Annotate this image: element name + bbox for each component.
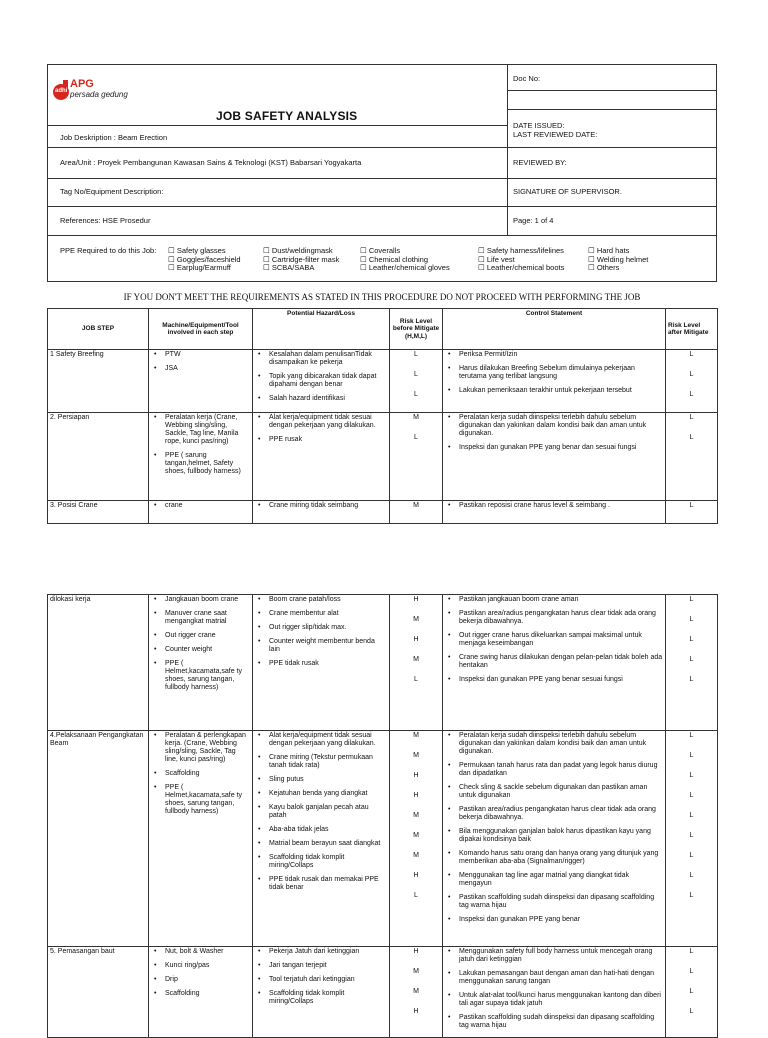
hazard-item: • Boom crane patah/loss — [255, 596, 387, 604]
risk-value: L — [689, 772, 694, 779]
equipment-item: • crane — [151, 502, 250, 510]
doc-no: Doc No: — [513, 74, 541, 83]
risk-value: L — [689, 872, 694, 879]
hazard-item: • Sling putus — [255, 776, 387, 784]
control-cell — [443, 413, 666, 501]
risk-value: L — [689, 792, 694, 799]
equipment-item: • Counter weight — [151, 646, 250, 654]
ppe-option-label: Leather/chemical gloves — [368, 263, 450, 272]
ppe-option-label: SCBA/SABA — [271, 263, 315, 272]
hazard-item: • Matrial beam berayun saat diangkat — [255, 840, 387, 848]
risk-value: L — [689, 832, 694, 839]
risk-before-cell — [390, 350, 443, 413]
col-control: Control Statement — [443, 309, 666, 350]
equipment-item: • Drip — [151, 976, 250, 984]
header-line — [48, 206, 717, 207]
ppe-option[interactable] — [588, 264, 619, 273]
risk-value: L — [689, 812, 694, 819]
control-item: • Bila menggunakan ganjalan balok harus dipastikan kayu yang dipakai kondisinya baik — [445, 828, 663, 844]
ppe-option-label: Dust/weldingmask — [271, 246, 333, 255]
ppe-option-label: Safety harness/lifelines — [486, 246, 564, 255]
hazard-item: • Aba-aba tidak jelas — [255, 826, 387, 834]
jsa-table-page2 — [47, 594, 718, 1038]
risk-value: L — [689, 596, 694, 603]
risk-value: L — [689, 948, 694, 955]
warning-banner: IF YOU DON'T MEET THE REQUIREMENTS AS STATED IN THIS PROCEDURE DO NOT PROCEED WITH PERFORMING THE JOB — [123, 292, 641, 302]
hazard-item: • Kesalahan dalam penulisanTidak disampaikan ke pekerja — [255, 351, 387, 367]
risk-value: L — [689, 391, 694, 398]
control-item: • Pastikan area/radius pengangkatan harus clear tidak ada orang bekerja dibawahnya. — [445, 610, 663, 626]
risk-value: H — [413, 948, 419, 955]
risk-value: L — [689, 434, 694, 441]
checkbox-icon[interactable]: ☐ — [478, 254, 487, 264]
equipment-cell — [149, 595, 253, 731]
control-item: • Peralatan kerja sudah diinspeksi terlebih dahulu sebelum digunakan dan yakinkan dalam kondisi baik dan aman untuk digunakan. — [445, 732, 663, 756]
risk-value: M — [413, 988, 419, 995]
equipment-item: • PPE ( Helmet,kacamata,safe ty shoes, sarung tangan, fullbody harness) — [151, 784, 250, 816]
checkbox-icon[interactable]: ☐ — [588, 254, 597, 264]
checkbox-icon[interactable]: ☐ — [168, 263, 177, 272]
ppe-option-label: Coveralls — [368, 246, 401, 255]
control-item: • Inspeksi dan gunakan PPE yang benar dan sesuai fungsi — [445, 444, 663, 452]
equipment-item: • Manuver crane saat mengangkat matrial — [151, 610, 250, 626]
company-logo — [52, 78, 152, 102]
hazard-item: • Alat kerja/equipment tidak sesuai dengan pekerjaan yang dilakukan. — [255, 414, 387, 430]
risk-value: L — [414, 676, 418, 683]
control-item: • Menggunakan safety full body harness untuk mencegah orang jatuh dari ketinggian — [445, 948, 663, 964]
control-item: • Pastikan jangkauan boom crane aman — [445, 596, 663, 604]
hazard-item: • PPE tidak rusak dan memakai PPE tidak benar — [255, 876, 387, 892]
job-step-cell: 4.Pelaksanaan Pengangkatan Beam — [48, 731, 149, 947]
risk-value: M — [413, 752, 419, 759]
control-cell — [443, 350, 666, 413]
hazard-item: • Scaffolding tidak komplit miring/Collaps — [255, 990, 387, 1006]
risk-after-cell — [666, 501, 718, 524]
risk-value: L — [414, 351, 418, 358]
risk-value: H — [413, 872, 419, 879]
checkbox-icon[interactable]: ☐ — [168, 246, 177, 255]
risk-after-cell — [666, 731, 718, 947]
hazard-item: • Crane miring tidak seimbang — [255, 502, 387, 510]
job-step-cell: 5. Pemasangan baut — [48, 947, 149, 1038]
ppe-option[interactable] — [263, 264, 314, 273]
reviewed-by: REVIEWED BY: — [513, 158, 567, 167]
control-item: • Inspeksi dan gunakan PPE yang benar sesuai fungsi — [445, 676, 663, 684]
risk-value: L — [689, 892, 694, 899]
ppe-label: PPE Required to do this Job: — [60, 246, 157, 255]
tag-no: Tag No/Equipment Description: — [60, 187, 164, 196]
control-item: • Menggunakan tag line agar matrial yang diangkat tidak mengayun — [445, 872, 663, 888]
control-item: • Komando harus satu orang dan hanya orang yang ditunjuk yang memberikan aba-aba (Signalman/rigger) — [445, 850, 663, 866]
equipment-item: • Jangkauan boom crane — [151, 596, 250, 604]
header-line — [48, 178, 717, 179]
ppe-option-label: Others — [596, 263, 620, 272]
checkbox-icon[interactable]: ☐ — [168, 254, 177, 264]
last-reviewed: LAST REVIEWED DATE: — [513, 130, 598, 139]
equipment-item: • Scaffolding — [151, 990, 250, 998]
risk-value: L — [689, 988, 694, 995]
ppe-option-label: Hard hats — [596, 246, 630, 255]
col-machine: Machine/Equipment/Tool involved in each step — [149, 309, 253, 350]
hazard-cell — [253, 413, 390, 501]
control-item: • Pastikan scaffolding sudah diinspeksi dan dipasang scaffolding tag warna hijau — [445, 1014, 663, 1030]
table-row — [48, 731, 718, 947]
risk-after-cell — [666, 413, 718, 501]
control-item: • Pastikan reposisi crane harus level & seimbang . — [445, 502, 663, 510]
control-item: • Inspeksi dan gunakan PPE yang benar — [445, 916, 663, 924]
hazard-item: • Scaffolding tidak komplit miring/Collaps — [255, 854, 387, 870]
risk-value: L — [689, 656, 694, 663]
logo-text: persada gedung — [70, 90, 128, 99]
control-item: • Crane swing harus dilakukan dengan pelan-pelan tidak boleh ada hentakan — [445, 654, 663, 670]
equipment-item: • Peralatan kerja (Crane, Webbing sling/sling, Sackle, Tag line, Manila rope, kunci pas/ring) — [151, 414, 250, 446]
hazard-item: • PPE tidak rusak — [255, 660, 387, 668]
risk-value: M — [413, 968, 419, 975]
risk-value: M — [413, 852, 419, 859]
signature: SIGNATURE OF SUPERVISOR. — [513, 187, 622, 196]
ppe-option-label: Chemical clothing — [368, 254, 429, 264]
hazard-item: • Crane miring (Tekstur permukaan tanah tidak rata) — [255, 754, 387, 770]
equipment-cell — [149, 413, 253, 501]
table-row — [48, 595, 718, 731]
hazard-item: • Kejatuhan benda yang diangkat — [255, 790, 387, 798]
job-step-cell: dilokasi kerja — [48, 595, 149, 731]
hazard-item: • Kayu balok ganjalan pecah atau patah — [255, 804, 387, 820]
col-hazard: Potential Hazard/Loss — [253, 309, 390, 350]
risk-value: L — [689, 852, 694, 859]
risk-value: L — [689, 968, 694, 975]
equipment-item: • Peralatan & perlengkapan kerja. (Crane, Webbing sling/sling, Sackle, Tag line, kunci pas/ring) — [151, 732, 250, 764]
control-item: • Peralatan kerja sudah diinspeksi terlebih dahulu sebelum digunakan dan yakinkan dalam kondisi baik dan aman untuk digunakan. — [445, 414, 663, 438]
page-title: JOB SAFETY ANALYSIS — [216, 109, 358, 123]
risk-value: M — [413, 414, 419, 421]
header-line — [48, 235, 717, 236]
equipment-item: • Kunci ring/pas — [151, 962, 250, 970]
checkbox-icon[interactable]: ☐ — [263, 246, 272, 255]
hazard-cell — [253, 595, 390, 731]
equipment-cell — [149, 731, 253, 947]
risk-before-cell — [390, 731, 443, 947]
equipment-item: • Nut, bolt & Washer — [151, 948, 250, 956]
risk-value: L — [689, 636, 694, 643]
hazard-item: • Tool terjatuh dari ketinggian — [255, 976, 387, 984]
risk-value: L — [689, 371, 694, 378]
hazard-item: • Pekerja Jatuh dari ketinggian — [255, 948, 387, 956]
checkbox-icon[interactable]: ☐ — [360, 254, 369, 264]
risk-value: L — [689, 502, 694, 509]
risk-value: L — [689, 752, 694, 759]
ppe-option-label: Earplug/Earmuff — [176, 263, 231, 272]
control-item: • Check sling & sackle sebelum digunakan dan pastikan aman untuk digunakan — [445, 784, 663, 800]
job-step-cell: 2. Persiapan — [48, 413, 149, 501]
risk-after-cell — [666, 350, 718, 413]
hazard-item: • Jari tangan terjepit — [255, 962, 387, 970]
risk-value: M — [413, 502, 419, 509]
control-item: • Lakukan pemasangan baut dengan aman dan hati-hati dengan menggunakan sarung tangan — [445, 970, 663, 986]
logo-brand: APG — [70, 78, 94, 90]
hazard-item: • Topik yang dibicarakan tidak dapat dipahami dengan benar — [255, 373, 387, 389]
control-cell — [443, 595, 666, 731]
hazard-item: • Alat kerja/equipment tidak sesuai dengan pekerjaan yang dilakukan. — [255, 732, 387, 748]
risk-after-cell — [666, 595, 718, 731]
equipment-item: • PTW — [151, 351, 250, 359]
risk-value: H — [413, 772, 419, 779]
risk-value: M — [413, 812, 419, 819]
equipment-cell — [149, 501, 253, 524]
control-item: • Pastikan area/radius pengangkatan harus clear tidak ada orang bekerja dibawahnya. — [445, 806, 663, 822]
equipment-item: • Scaffolding — [151, 770, 250, 778]
ppe-option-label: Life vest — [486, 254, 515, 264]
ppe-option-label: Leather/chemical boots — [486, 263, 565, 272]
risk-value: H — [413, 792, 419, 799]
risk-before-cell — [390, 501, 443, 524]
header-line — [507, 109, 717, 110]
equipment-item: • JSA — [151, 365, 250, 373]
ppe-option[interactable] — [478, 264, 564, 273]
table-row — [48, 350, 718, 413]
risk-value: H — [413, 596, 419, 603]
area-unit: Area/Unit : Proyek Pembangunan Kawasan Sains & Teknologi (KST) Babarsari Yogyakarta — [60, 158, 362, 167]
checkbox-icon[interactable]: ☐ — [263, 254, 272, 264]
hazard-item: • Counter weight membentur benda lain — [255, 638, 387, 654]
control-item: • Permukaan tanah harus rata dan padat yang legok harus diurug dan dipadatkan — [445, 762, 663, 778]
risk-value: L — [414, 892, 418, 899]
control-cell — [443, 501, 666, 524]
hazard-item: • Salah hazard identifikasi — [255, 395, 387, 403]
checkbox-icon[interactable]: ☐ — [478, 263, 487, 272]
col-job-step: JOB STEP — [48, 309, 149, 350]
control-item: • Pastikan scaffolding sudah diinspeksi dan dipasang scaffolding tag warna hijau — [445, 894, 663, 910]
references: References: HSE Prosedur — [60, 216, 151, 225]
risk-value: H — [413, 636, 419, 643]
control-item: • Harus dilakukan Breefing Sebelum dimulainya pekerjaan terutama yang terlibat langsung — [445, 365, 663, 381]
hazard-item: • PPE rusak — [255, 436, 387, 444]
checkbox-icon[interactable]: ☐ — [588, 263, 597, 272]
job-step-cell: 1 Safety Breefing — [48, 350, 149, 413]
hazard-cell — [253, 350, 390, 413]
checkbox-icon[interactable]: ☐ — [360, 263, 369, 272]
risk-value: L — [689, 732, 694, 739]
risk-value: H — [413, 1008, 419, 1015]
risk-value: L — [414, 391, 418, 398]
checkbox-icon[interactable]: ☐ — [263, 263, 272, 272]
hazard-item: • Crane membentur alat — [255, 610, 387, 618]
control-item: • Lakukan pemeriksaan terakhir untuk pekerjaan tersebut — [445, 387, 663, 395]
checkbox-icon[interactable]: ☐ — [360, 246, 369, 255]
table-row — [48, 413, 718, 501]
ppe-option[interactable] — [168, 264, 231, 273]
ppe-option-label: Cartridge-filter mask — [271, 254, 340, 264]
col-risk-before: Risk Level before Mitigate (H,M,L) — [390, 309, 443, 350]
hazard-cell — [253, 731, 390, 947]
col-risk-after: Risk Level after Mitigate — [666, 309, 718, 350]
hazard-cell — [253, 501, 390, 524]
risk-value: L — [689, 676, 694, 683]
ppe-option[interactable] — [360, 264, 450, 273]
ppe-option-label: Safety glasses — [176, 246, 226, 255]
ppe-option-label: Goggles/faceshield — [176, 254, 241, 264]
risk-value: L — [689, 616, 694, 623]
header-line — [48, 147, 717, 148]
hazard-item: • Out rigger slip/tidak max. — [255, 624, 387, 632]
job-description: Job Deskription : Beam Erection — [60, 133, 168, 142]
equipment-cell — [149, 350, 253, 413]
risk-value: M — [413, 616, 419, 623]
control-cell — [443, 731, 666, 947]
header-line — [48, 125, 507, 126]
control-item: • Out rigger crane harus dikeluarkan sampai maksimal untuk menjaga keseimbangan — [445, 632, 663, 648]
risk-value: L — [689, 1008, 694, 1015]
date-issued: DATE ISSUED: — [513, 121, 565, 130]
checkbox-icon[interactable]: ☐ — [588, 246, 597, 255]
header-line — [507, 90, 717, 91]
page-number: Page: 1 of 4 — [513, 216, 554, 225]
risk-value: M — [413, 832, 419, 839]
table-row — [48, 501, 718, 524]
risk-before-cell — [390, 595, 443, 731]
risk-value: M — [413, 732, 419, 739]
equipment-item: • Out rigger crane — [151, 632, 250, 640]
equipment-item: • PPE ( sarung tangan,helmet, Safety shoes, fullbody harness) — [151, 452, 250, 476]
control-item: • Periksa Permit/Izin — [445, 351, 663, 359]
risk-value: L — [414, 371, 418, 378]
ppe-option-label: Welding helmet — [596, 254, 649, 264]
risk-before-cell — [390, 413, 443, 501]
control-item: • Untuk alat-alat tool/kunci harus menggunakan kantong dan diberi tali agar supaya tidak jatuh — [445, 992, 663, 1008]
jsa-table-page1 — [47, 308, 718, 524]
checkbox-icon[interactable]: ☐ — [478, 246, 487, 255]
equipment-item: • PPE ( Helmet,kacamata,safe ty shoes, sarung tangan, fullbody harness) — [151, 660, 250, 692]
logo-circle-text: adhi — [55, 88, 68, 94]
risk-value: L — [689, 351, 694, 358]
risk-value: M — [413, 656, 419, 663]
risk-value: L — [689, 414, 694, 421]
risk-value: L — [414, 434, 418, 441]
job-step-cell: 3. Posisi Crane — [48, 501, 149, 524]
